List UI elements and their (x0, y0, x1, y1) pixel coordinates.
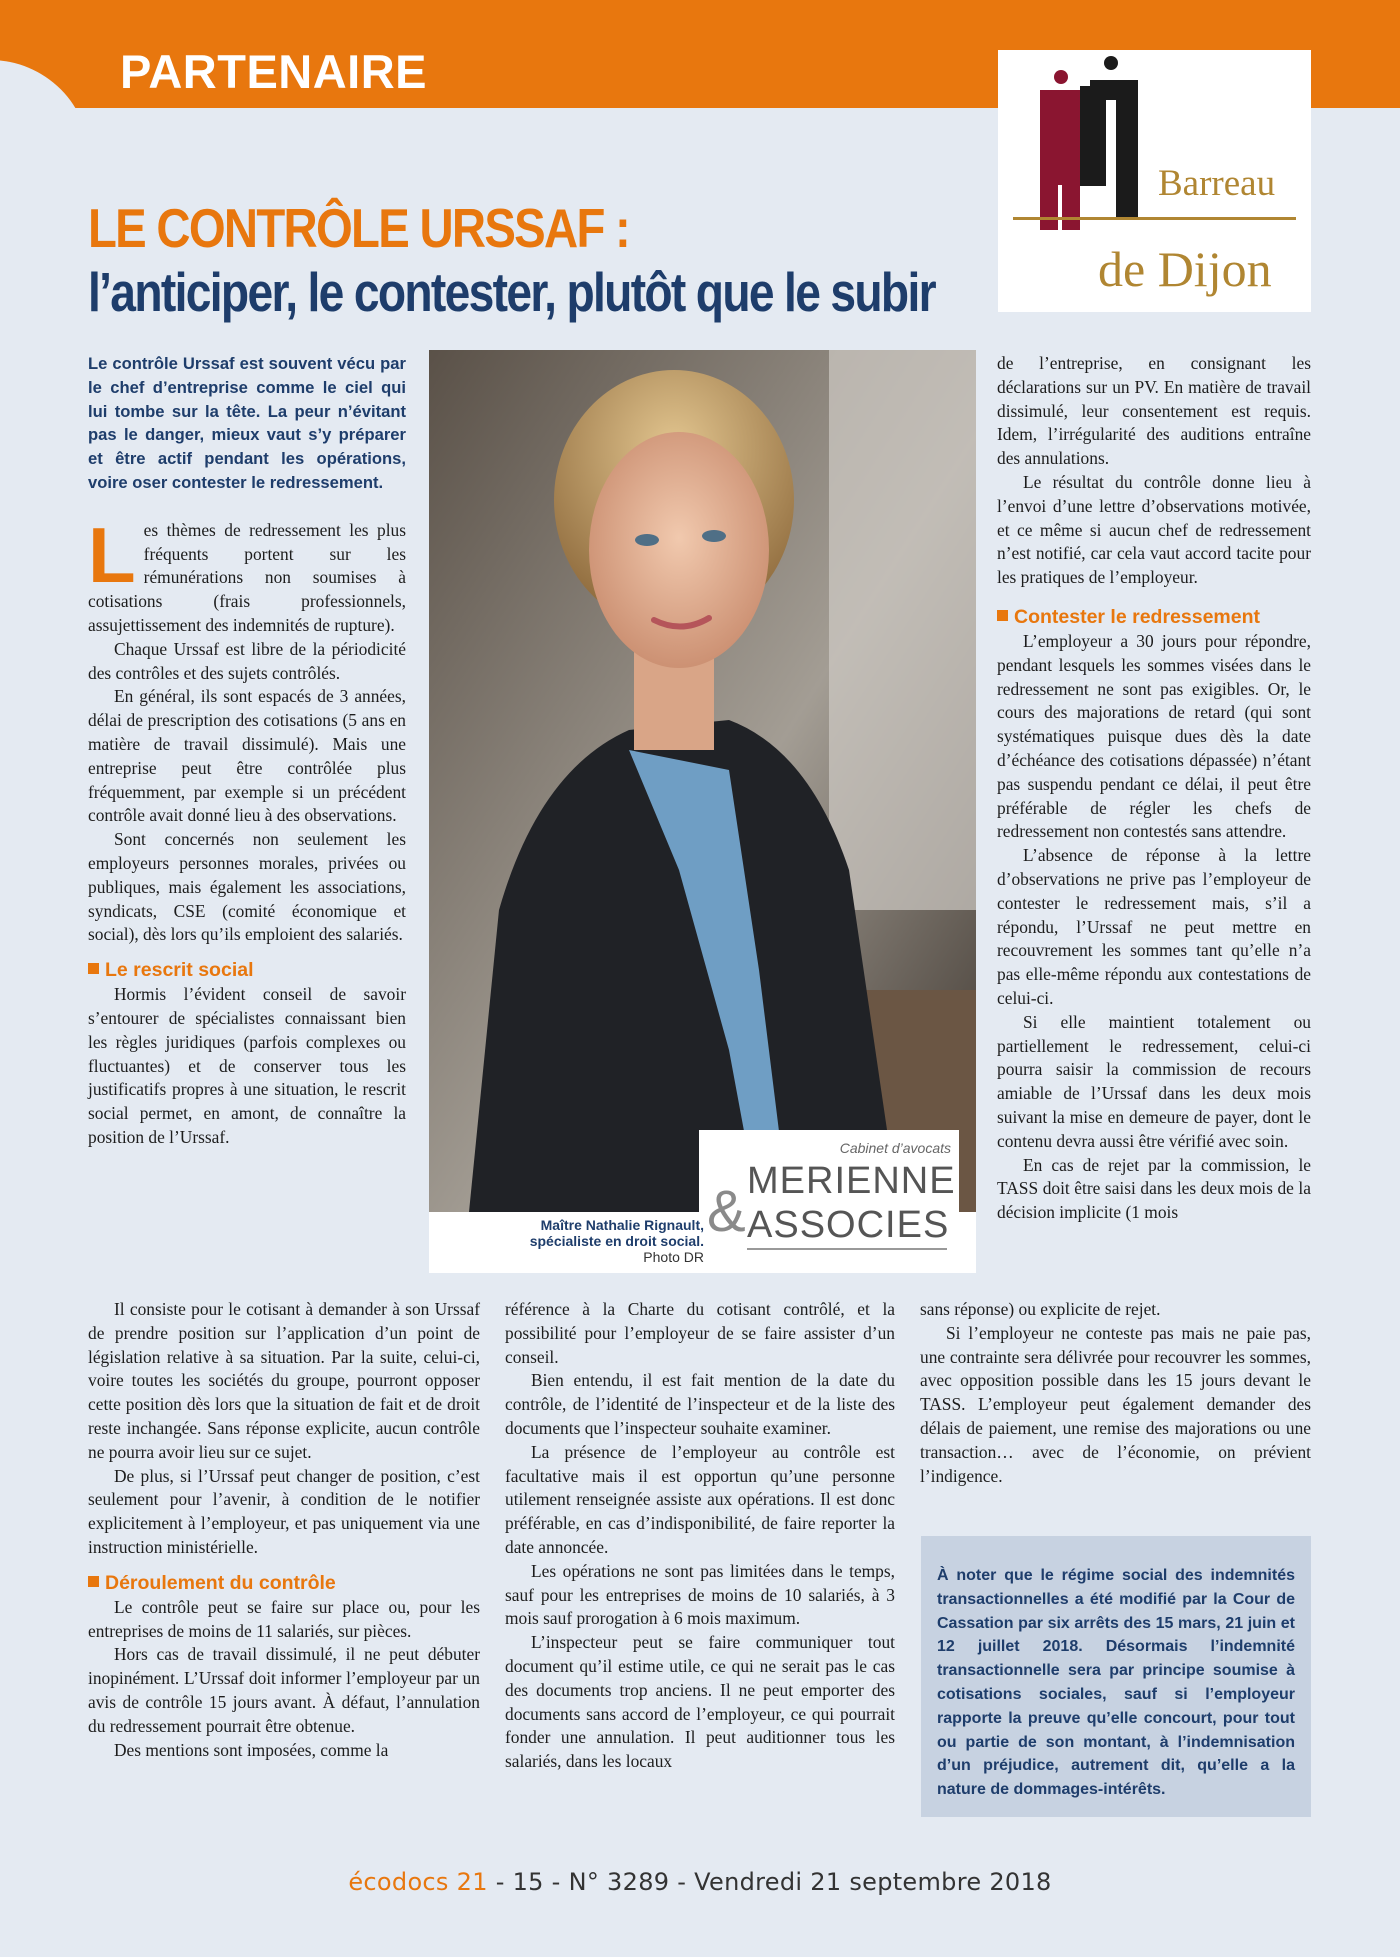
paragraph: Si l’employeur ne conteste pas mais ne paie pas, une contrainte sera délivrée pour recouvrer les sommes, avec opposition possible dans les 15 jours devant le TASS. L’employeur peut également demander des délais de paiement, une remise des majorations ou une transaction… avec de l’économie, on prévient l’indigence. (920, 1322, 1311, 1486)
paragraph: De plus, si l’Urssaf peut changer de position, c’est seulement pour l’avenir, à condition de le notifier explicitement à l’employeur, et pas uniquement via une instruction ministérielle. (88, 1465, 480, 1557)
paragraph: Hormis l’évident conseil de savoir s’entourer de spécialistes connaissant bien les règles juridiques (parfois complexes ou fluctuantes) et de conserver tous les justificatifs propres à une situation, le rescrit social permet, en amont, de connaître la position de l’Urssaf. (88, 984, 406, 1147)
firm-ampersand: & (707, 1179, 746, 1244)
footer-issue: - 15 - N° 3289 - Vendredi 21 septembre 2018 (487, 1868, 1052, 1896)
paragraph: La présence de l’employeur au contrôle est facultative mais il est opportun qu’une personne utilement renseignée assiste aux opérations. Il est donc préférable, en cas d’indisponibilité, de faire reporter la date annoncée. (505, 1441, 895, 1557)
headline: LE CONTRÔLE URSSAF : (88, 197, 630, 259)
paragraph: Des mentions sont imposées, comme la (114, 1739, 389, 1760)
column-right-bottom (920, 1298, 1311, 1488)
footer-brand: écodocs 21 (348, 1868, 488, 1896)
logo-rule (1013, 217, 1296, 220)
logo-text-dijon: de Dijon (1098, 241, 1272, 297)
column-mid-bottom (505, 1298, 895, 1774)
subheading-rescrit: Le rescrit social (88, 957, 406, 983)
paragraph: En cas de rejet par la commission, le TASS doit être saisi dans les deux mois de la décision implicite (1 mois (997, 1154, 1311, 1223)
firm-logo-merienne (699, 1130, 959, 1265)
paragraph: Le contrôle peut se faire sur place ou, pour les entreprises de moins de 11 salariés, sur pièces. (88, 1596, 480, 1641)
paragraph: Bien entendu, il est fait mention de la date du contrôle, de l’identité de l’inspecteur et de la liste des documents que l’inspecteur souhaite examiner. (505, 1370, 895, 1438)
photo-left-eye (635, 534, 659, 546)
paragraph: Les opérations ne sont pas limitées dans le temps, sauf pour les entreprises de moins de 10 salariés, à 3 mois sauf prorogation à 6 mois maximum. (505, 1560, 895, 1629)
subheading-contester: Contester le redressement (997, 604, 1311, 630)
photo-window-light (829, 350, 976, 910)
photo-face (589, 432, 769, 668)
logo-figure-red-leg (1062, 170, 1080, 230)
firm-subtitle: Cabinet d’avocats (839, 1140, 951, 1156)
drop-cap: L (88, 510, 136, 599)
caption-credit: Photo DR (643, 1249, 704, 1265)
logo-figure-red-head (1054, 70, 1068, 84)
square-bullet-icon (997, 610, 1008, 621)
photo-right-eye (702, 530, 726, 542)
paragraph: référence à la Charte du cotisant contrôlé, et la possibilité pour l’employeur de se faire assister d’un conseil. (505, 1299, 895, 1367)
paragraph: Hors cas de travail dissimulé, il ne peut débuter inopinément. L’Urssaf doit informer l’employeur par un avis de contrôle 15 jours avant. À défaut, l’annulation du redressement pourrait être obtenue. (88, 1644, 480, 1736)
caption-name: Maître Nathalie Rignault, (540, 1217, 704, 1233)
square-bullet-icon (88, 963, 99, 974)
headline-sub: l’anticiper, le contester, plutôt que le subir (88, 261, 935, 323)
portrait-photo (429, 350, 976, 1273)
paragraph: Les thèmes de redressement les plus fréquents portent sur les rémunérations non soumises à cotisations (frais professionnels, assujettissement des indemnités de rupture). (88, 510, 406, 635)
logo-figure-red-body (1040, 170, 1058, 230)
firm-name-line1: MERIENNE (747, 1160, 956, 1202)
column-right-top (997, 352, 1311, 1225)
lead-paragraph: Le contrôle Urssaf est souvent vécu par le chef d’entreprise comme le ciel qui lui tombe sur la tête. La peur n’évitant pas le danger, mieux vaut s’y préparer et être actif pendant les opérations, voire oser contester le redressement. (88, 354, 406, 492)
photo-caption (459, 1217, 704, 1265)
paragraph: Il consiste pour le cotisant à demander à son Urssaf de prendre position sur l’application d’un point de législation relative à sa situation. Par la suite, celui-ci, voire toutes les sociétés du groupe, pourront opposer cette position dès lors que la situation de fait et de droit reste inchangée. Sans réponse explicite, aucun contrôle ne pourra avoir lieu sur ce sujet. (88, 1299, 480, 1462)
page-footer (0, 1868, 1400, 1896)
paragraph: Sont concernés non seulement les employeurs personnes morales, privées ou publiques, mais également les associations, syndicats, CSE (comité économique et social), dès lors qu’ils emploient des salariés. (88, 829, 406, 945)
section-label: PARTENAIRE (120, 45, 428, 98)
paragraph: de l’entreprise, en consignant les déclarations sur un PV. En matière de travail dissimulé, leur consentement est requis. Idem, l’irrégularité des auditions entraîne des annulations. (997, 353, 1311, 469)
column-left-bottom (88, 1298, 480, 1762)
barreau-logo (998, 50, 1311, 312)
paragraph: sans réponse) ou explicite de rejet. (920, 1299, 1161, 1319)
paragraph: L’inspecteur peut se faire communiquer tout document qu’il estime utile, ce qui ne serait pas le cas des documents trop anciens. Il ne peut emporter des documents sans accord de l’employeur, ce qui pourrait fonder une annulation. Il peut auditionner tous les salariés, dans les locaux (505, 1632, 895, 1772)
firm-name-line2: ASSOCIES (747, 1204, 950, 1246)
paragraph: L’absence de réponse à la lettre d’observations ne prive pas l’employeur de contester le redressement mais, s’il a répondu, l’Urssaf ne peut mettre en recouvrement les sommes tant qu’elle n’a pas elle-même répondu aux contestations de celui-ci. (997, 845, 1311, 1008)
logo-figure-black (1080, 86, 1106, 186)
square-bullet-icon (88, 1576, 99, 1587)
paragraph: En général, ils sont espacés de 3 années, délai de prescription des cotisations (5 ans en matière de travail dissimulé). Mais une entreprise peut être contrôlée plus fréquemment, par exemple si un précédent contrôle avait donné lieu à des observations. (88, 686, 406, 826)
paragraph: Chaque Urssaf est libre de la périodicité des contrôles et des sujets contrôlés. (88, 638, 406, 683)
paragraph: Le résultat du contrôle donne lieu à l’envoi d’une lettre d’observations motivée, et ce même si aucun chef de redressement n’est notifié, car cela vaut accord tacite pour les pratiques de l’employeur. (997, 471, 1311, 588)
paragraph: L’employeur a 30 jours pour répondre, pendant lesquels les sommes visées dans le redressement ne sont pas exigibles. Or, le cours des majorations de retard (qui sont systématiques puisque dues dès la date d’échéance des cotisations dépassée) n’étant pas suspendu pendant ce délai, il peut être préférable de régler les chefs de redressement non contestés sans attendre. (997, 630, 1311, 842)
logo-figure-black-leg (1116, 80, 1138, 220)
portrait-image (429, 350, 976, 1212)
subheading-deroulement: Déroulement du contrôle (88, 1570, 480, 1596)
logo-text-barreau: Barreau (1158, 163, 1276, 204)
column-left-top (88, 352, 406, 1150)
note-box: À noter que le régime social des indemnités transactionnelles a été modifié par la Cour de Cassation par six arrêts des 15 mars, 21 juin et 12 juillet 2018. Désormais l’indemnité transactionnelle sera par principe soumise à cotisations sociales, sauf si l’employeur rapporte la preuve qu’elle concourt, pour tout ou partie de son montant, à l’indemnisation d’un préjudice, autrement dit, qu’elle a la nature de dommages-intérêts. (921, 1536, 1311, 1817)
caption-role: spécialiste en droit social. (529, 1233, 704, 1249)
logo-figure-black-head (1104, 56, 1118, 70)
paragraph: Si elle maintient totalement ou partiellement le redressement, celui-ci pourra saisir la commission de recours amiable de l’Urssaf dans les deux mois suivant la mise en demeure de payer, dont le contenu devra aussi être vérifié avec soin. (997, 1011, 1311, 1151)
firm-rule (747, 1248, 947, 1250)
